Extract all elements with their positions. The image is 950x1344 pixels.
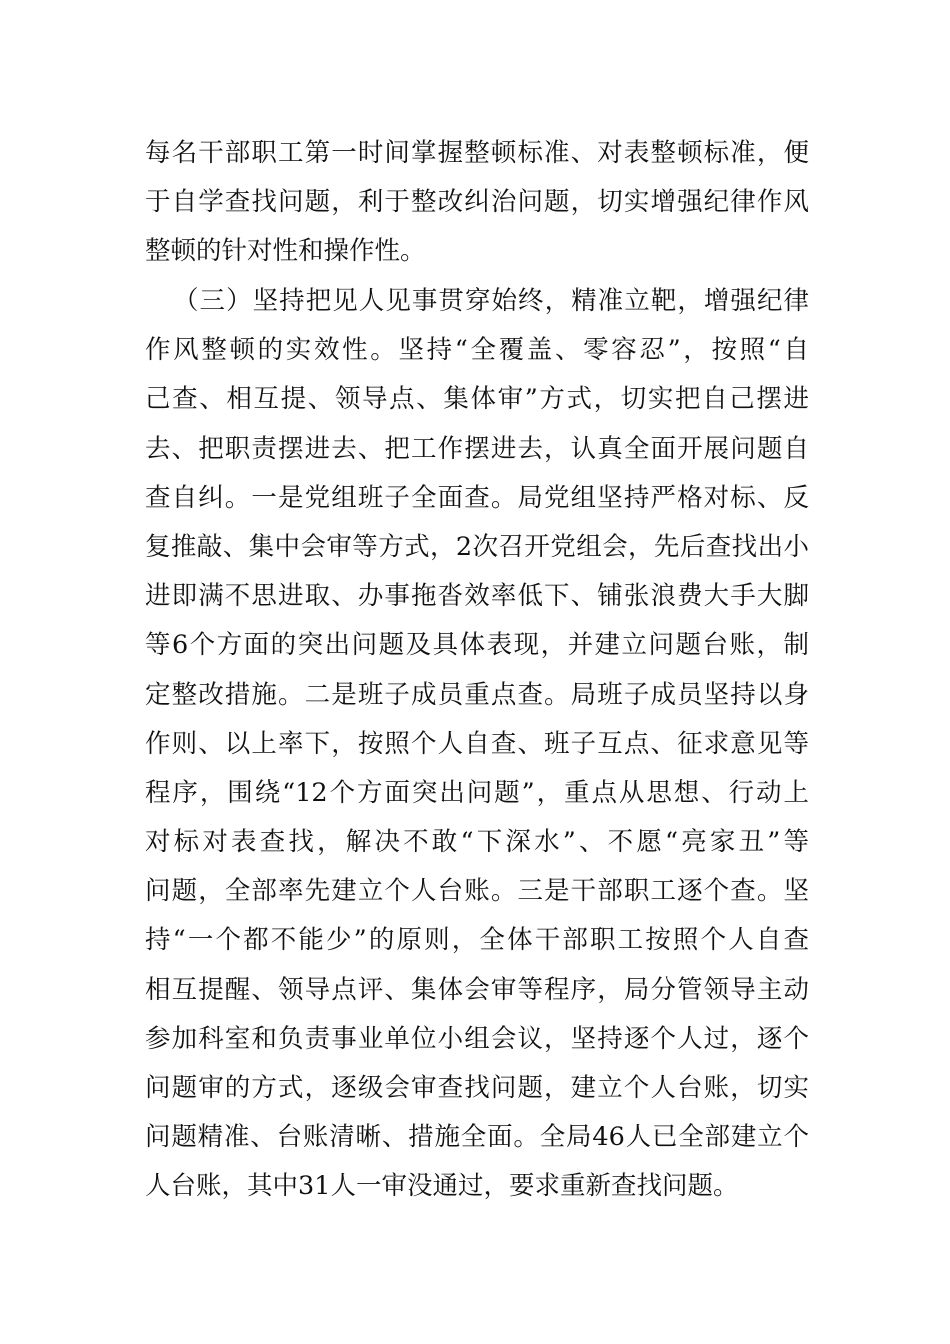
text-line: 进即满不思进取、办事拖沓效率低下、铺张浪费大手大脚 [145, 581, 809, 612]
text-line: 问题审的方式，逐级会审查找问题，建立个人台账，切实 [145, 1073, 809, 1103]
text-line: 问题，全部率先建立个人台账。三是干部职工逐个查。坚 [145, 876, 809, 907]
text-line: 问题精准、台账清晰、措施全面。全局46人已全部建立个 [145, 1122, 809, 1153]
text-line: 每名干部职工第一时间掌握整顿标准、对表整顿标准，便 [145, 138, 809, 168]
text-line: 定整改措施。二是班子成员重点查。局班子成员坚持以身 [145, 679, 809, 710]
text-line: 人台账，其中31人一审没通过，要求重新查找问题。 [145, 1171, 739, 1202]
text-line: 等6个方面的突出问题及具体表现，并建立问题台账，制 [145, 630, 809, 661]
text-line: 相互提醒、领导点评、集体会审等程序，局分管领导主动 [145, 974, 809, 1005]
text-line: 作风整顿的实效性。坚持“全覆盖、零容忍”，按照“自 [145, 335, 809, 366]
text-line: 查自纠。一是党组班子全面查。局党组坚持严格对标、反 [145, 482, 809, 513]
text-line: 去、把职责摆进去、把工作摆进去，认真全面开展问题自 [145, 433, 809, 464]
text-line: 作则、以上率下，按照个人自查、班子互点、征求意见等 [145, 728, 809, 759]
text-line: 于自学查找问题，利于整改纠治问题，切实增强纪律作风 [145, 187, 809, 218]
text-line: 己查、相互提、领导点、集体审”方式，切实把自己摆进 [145, 384, 809, 415]
text-line: 整顿的针对性和操作性。 [145, 236, 426, 267]
text-line: 持“一个都不能少”的原则，全体干部职工按照个人自查 [145, 925, 809, 956]
text-line: 参加科室和负责事业单位小组会议，坚持逐个人过，逐个 [145, 1023, 809, 1054]
paragraph-1 [145, 129, 809, 277]
text-line: 对标对表查找，解决不敢“下深水”、不愿“亮家丑”等 [145, 827, 809, 858]
text-line: 程序，围绕“12个方面突出问题”，重点从思想、行动上 [145, 777, 809, 808]
text-line: （三）坚持把见人见事贯穿始终，精准立靶，增强纪律 [173, 286, 809, 316]
paragraph-2 [145, 277, 809, 1212]
text-line: 复推敲、集中会审等方式，2次召开党组会，先后查找出小 [145, 531, 809, 562]
